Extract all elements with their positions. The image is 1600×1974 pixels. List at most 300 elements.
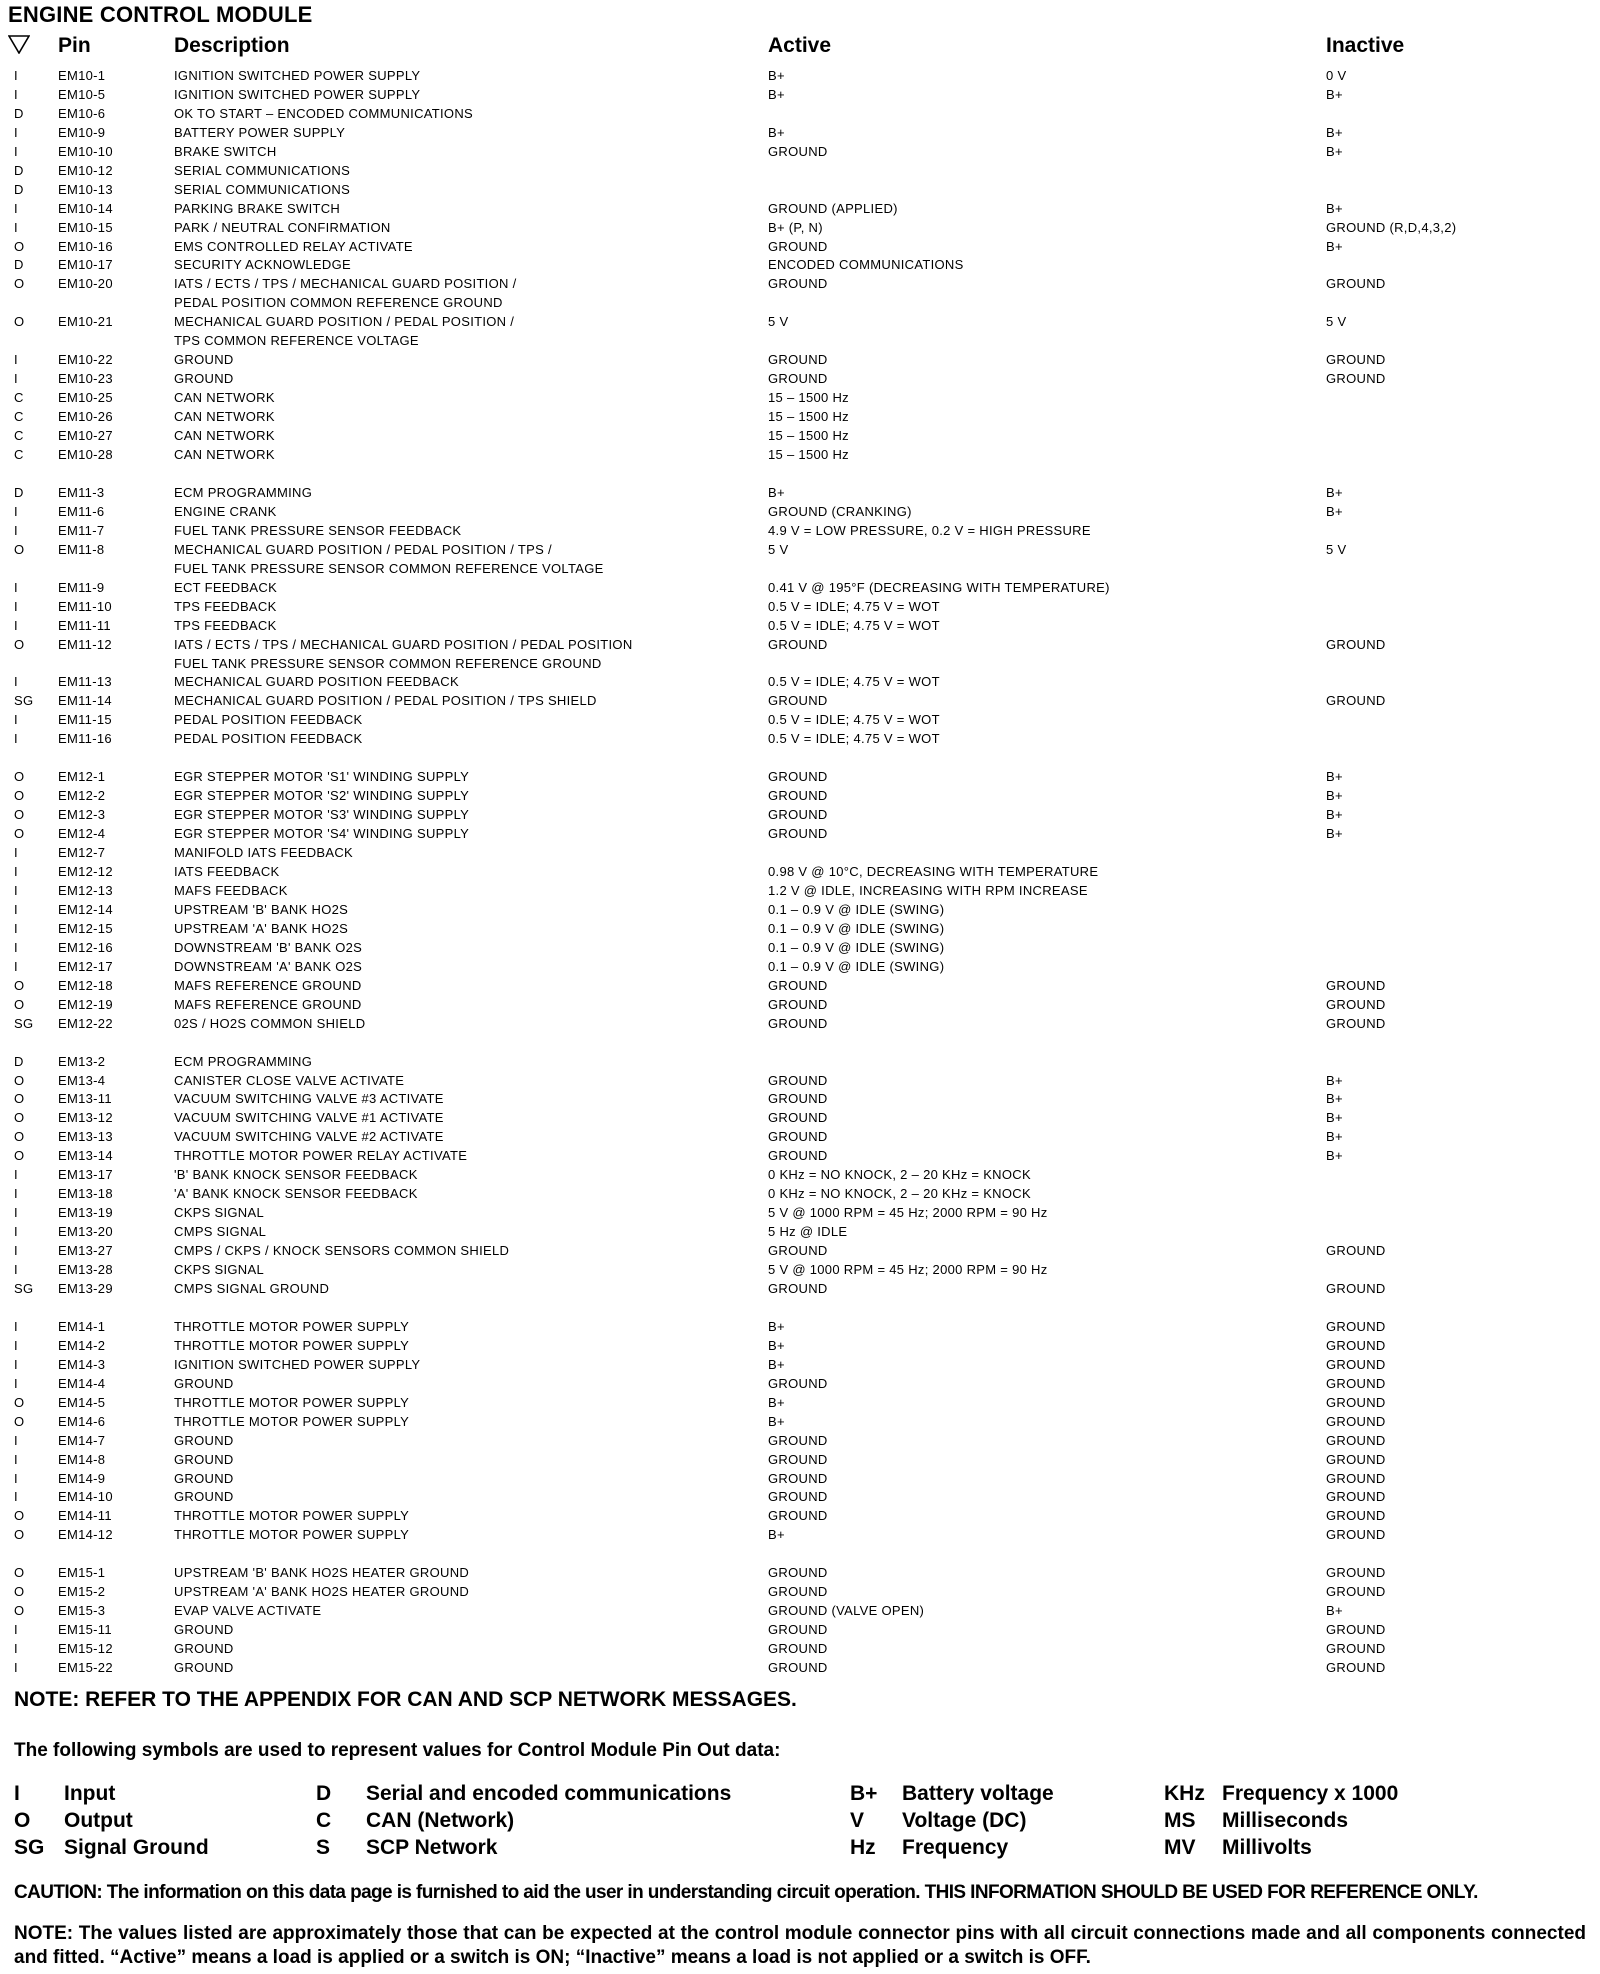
pin-description: GROUND	[174, 1641, 234, 1656]
pin-type: O	[14, 239, 25, 254]
table-row	[0, 1148, 1600, 1167]
pin-id: EM15-2	[58, 1584, 106, 1599]
active-value: GROUND (CRANKING)	[768, 504, 912, 519]
inactive-value: B+	[1326, 1129, 1343, 1144]
pin-description: VACUUM SWITCHING VALVE #3 ACTIVATE	[174, 1091, 444, 1106]
pin-description: CAN NETWORK	[174, 447, 275, 462]
table-row	[0, 1091, 1600, 1110]
pin-id: EM10-6	[58, 106, 106, 121]
active-value: 15 – 1500 Hz	[768, 409, 849, 424]
pin-description: EGR STEPPER MOTOR 'S2' WINDING SUPPLY	[174, 788, 470, 803]
active-value: 15 – 1500 Hz	[768, 447, 849, 462]
table-row	[0, 523, 1600, 542]
pin-description: MAFS REFERENCE GROUND	[174, 997, 362, 1012]
table-row	[0, 997, 1600, 1016]
active-value: GROUND	[768, 637, 828, 652]
pin-id: EM11-10	[58, 599, 112, 614]
pin-id: EM11-12	[58, 637, 112, 652]
pin-type: C	[14, 447, 24, 462]
header-description: Description	[174, 34, 290, 57]
pin-description: EGR STEPPER MOTOR 'S1' WINDING SUPPLY	[174, 769, 470, 784]
pin-type: I	[14, 1205, 18, 1220]
pin-type: I	[14, 1186, 18, 1201]
pin-type: I	[14, 201, 18, 216]
table-row	[0, 390, 1600, 409]
inactive-value: B+	[1326, 826, 1343, 841]
active-value: GROUND	[768, 788, 828, 803]
pin-id: EM12-17	[58, 959, 113, 974]
pin-id: EM11-9	[58, 580, 105, 595]
table-row	[0, 1186, 1600, 1205]
inactive-value: GROUND	[1326, 1357, 1386, 1372]
inactive-value: GROUND	[1326, 276, 1386, 291]
pin-type: O	[14, 769, 25, 784]
active-value: GROUND (VALVE OPEN)	[768, 1603, 925, 1618]
pin-type: O	[14, 997, 25, 1012]
pin-type: C	[14, 390, 24, 405]
pin-description: GROUND	[174, 1660, 234, 1675]
pin-description: CAN NETWORK	[174, 409, 275, 424]
pin-id: EM10-28	[58, 447, 113, 462]
pin-description: CMPS SIGNAL	[174, 1224, 267, 1239]
pin-id: EM13-17	[58, 1167, 113, 1182]
table-row	[0, 921, 1600, 940]
pin-description: MAFS REFERENCE GROUND	[174, 978, 362, 993]
inactive-value: B+	[1326, 144, 1343, 159]
pin-type: I	[14, 845, 18, 860]
pin-type: I	[14, 1338, 18, 1353]
table-row	[0, 68, 1600, 87]
legend-meaning: Serial and encoded communications	[366, 1782, 732, 1805]
appendix-note: NOTE: REFER TO THE APPENDIX FOR CAN AND SCP NETWORK MESSAGES.	[14, 1688, 797, 1711]
pin-type: O	[14, 1148, 25, 1163]
pin-type: I	[14, 1243, 18, 1258]
pin-type: O	[14, 978, 25, 993]
pin-type: I	[14, 1357, 18, 1372]
active-value: 0.5 V = IDLE; 4.75 V = WOT	[768, 674, 940, 689]
pin-type: O	[14, 1091, 25, 1106]
table-row	[0, 1489, 1600, 1508]
pin-id: EM11-6	[58, 504, 105, 519]
table-row	[0, 239, 1600, 258]
inactive-value: GROUND	[1326, 1660, 1386, 1675]
pin-type: O	[14, 826, 25, 841]
pin-description: IGNITION SWITCHED POWER SUPPLY	[174, 68, 421, 83]
pin-id: EM10-15	[58, 220, 113, 235]
pin-id: EM10-23	[58, 371, 113, 386]
pin-description: THROTTLE MOTOR POWER SUPPLY	[174, 1508, 410, 1523]
pin-id: EM10-21	[58, 314, 113, 329]
table-row	[0, 1565, 1600, 1584]
table-row	[0, 1281, 1600, 1300]
pin-id: EM12-7	[58, 845, 106, 860]
table-row	[0, 978, 1600, 997]
pin-description: IATS / ECTS / TPS / MECHANICAL GUARD POSITION / PEDAL POSITION	[174, 637, 633, 652]
active-value: 0.41 V @ 195°F (DECREASING WITH TEMPERATURE)	[768, 580, 1110, 595]
pin-type: SG	[14, 1281, 34, 1296]
table-row	[0, 1395, 1600, 1414]
table-row	[0, 1338, 1600, 1357]
pin-type: I	[14, 125, 18, 140]
inactive-value: GROUND	[1326, 1016, 1386, 1031]
legend-meaning: Signal Ground	[64, 1836, 209, 1859]
inactive-value: 0 V	[1326, 68, 1347, 83]
pin-type: I	[14, 87, 18, 102]
active-value: 15 – 1500 Hz	[768, 428, 849, 443]
pin-type: SG	[14, 693, 34, 708]
pin-description: THROTTLE MOTOR POWER SUPPLY	[174, 1338, 410, 1353]
pin-type: I	[14, 504, 18, 519]
pin-id: EM11-14	[58, 693, 112, 708]
legend-symbol: B+	[850, 1782, 878, 1805]
pin-description: CMPS SIGNAL GROUND	[174, 1281, 330, 1296]
table-row	[0, 1508, 1600, 1527]
pin-type: I	[14, 599, 18, 614]
active-value: GROUND	[768, 1243, 828, 1258]
table-row	[0, 201, 1600, 220]
inactive-value: B+	[1326, 1073, 1343, 1088]
table-row	[0, 371, 1600, 390]
pin-description: IGNITION SWITCHED POWER SUPPLY	[174, 87, 421, 102]
pin-id: EM13-11	[58, 1091, 112, 1106]
pin-description: PEDAL POSITION FEEDBACK	[174, 712, 363, 727]
pin-description: GROUND	[174, 352, 234, 367]
active-value: GROUND	[768, 1016, 828, 1031]
active-value: B+	[768, 485, 785, 500]
pin-id: EM15-11	[58, 1622, 112, 1637]
active-value: B+ (P, N)	[768, 220, 823, 235]
pin-id: EM14-10	[58, 1489, 113, 1504]
inactive-value: GROUND	[1326, 1584, 1386, 1599]
pin-id: EM14-12	[58, 1527, 113, 1542]
pin-id: EM15-22	[58, 1660, 113, 1675]
pin-description: MECHANICAL GUARD POSITION / PEDAL POSITION / TPS /	[174, 542, 552, 557]
active-value: B+	[768, 1357, 785, 1372]
pin-description: CANISTER CLOSE VALVE ACTIVATE	[174, 1073, 405, 1088]
pin-description: THROTTLE MOTOR POWER SUPPLY	[174, 1527, 410, 1542]
active-value: GROUND	[768, 1073, 828, 1088]
pin-type: I	[14, 731, 18, 746]
inactive-value: B+	[1326, 87, 1343, 102]
pin-type: I	[14, 1224, 18, 1239]
pin-type: C	[14, 409, 24, 424]
active-value: 0.1 – 0.9 V @ IDLE (SWING)	[768, 959, 945, 974]
pin-type: I	[14, 523, 18, 538]
pin-description: IATS FEEDBACK	[174, 864, 280, 879]
legend-symbol: KHz	[1164, 1782, 1205, 1805]
pin-id: EM11-3	[58, 485, 105, 500]
pin-type: I	[14, 1167, 18, 1182]
pin-type: D	[14, 163, 24, 178]
legend-symbol: MV	[1164, 1836, 1196, 1859]
pin-description: EGR STEPPER MOTOR 'S3' WINDING SUPPLY	[174, 807, 470, 822]
active-value: GROUND	[768, 693, 828, 708]
pin-description: CAN NETWORK	[174, 428, 275, 443]
pin-id: EM11-13	[58, 674, 112, 689]
inactive-value: B+	[1326, 125, 1343, 140]
inactive-value: B+	[1326, 485, 1343, 500]
pin-type: O	[14, 314, 25, 329]
table-row	[0, 883, 1600, 902]
table-row	[0, 1319, 1600, 1338]
pin-id: EM10-13	[58, 182, 113, 197]
pin-type: I	[14, 902, 18, 917]
pin-id: EM13-29	[58, 1281, 113, 1296]
active-value: B+	[768, 68, 785, 83]
pin-description: CAN NETWORK	[174, 390, 275, 405]
pin-id: EM11-16	[58, 731, 112, 746]
active-value: GROUND	[768, 1110, 828, 1125]
pin-type: I	[14, 674, 18, 689]
pin-type: O	[14, 1527, 25, 1542]
pin-id: EM14-6	[58, 1414, 106, 1429]
active-value: 0.1 – 0.9 V @ IDLE (SWING)	[768, 921, 945, 936]
pin-description: EVAP VALVE ACTIVATE	[174, 1603, 322, 1618]
pin-type: I	[14, 940, 18, 955]
pin-type: D	[14, 485, 24, 500]
inactive-value: GROUND	[1326, 1565, 1386, 1580]
pin-description: FUEL TANK PRESSURE SENSOR COMMON REFERENCE VOLTAGE	[174, 561, 604, 576]
pin-id: EM10-27	[58, 428, 113, 443]
pin-id: EM12-22	[58, 1016, 113, 1031]
active-value: B+	[768, 1527, 785, 1542]
pin-id: EM12-16	[58, 940, 113, 955]
inactive-value: GROUND	[1326, 1414, 1386, 1429]
pin-id: EM15-12	[58, 1641, 113, 1656]
pin-description: UPSTREAM 'B' BANK HO2S HEATER GROUND	[174, 1565, 470, 1580]
pin-type: O	[14, 1414, 25, 1429]
pin-type: I	[14, 1489, 18, 1504]
pin-description: OK TO START – ENCODED COMMUNICATIONS	[174, 106, 474, 121]
inactive-value: GROUND	[1326, 1527, 1386, 1542]
table-row	[0, 1262, 1600, 1281]
pin-description: FUEL TANK PRESSURE SENSOR FEEDBACK	[174, 523, 462, 538]
pin-id: EM10-20	[58, 276, 113, 291]
table-row	[0, 674, 1600, 693]
active-value: 5 Hz @ IDLE	[768, 1224, 848, 1239]
pin-type: O	[14, 807, 25, 822]
table-row	[0, 1167, 1600, 1186]
pin-type: D	[14, 257, 24, 272]
pin-id: EM12-12	[58, 864, 113, 879]
table-row	[0, 618, 1600, 637]
table-row	[0, 1016, 1600, 1035]
table-row	[0, 940, 1600, 959]
pin-description: GROUND	[174, 1433, 234, 1448]
pin-type: I	[14, 1319, 18, 1334]
table-row	[0, 1376, 1600, 1395]
pin-type: I	[14, 580, 18, 595]
inactive-value: GROUND	[1326, 371, 1386, 386]
table-row	[0, 1205, 1600, 1224]
pin-description: VACUUM SWITCHING VALVE #1 ACTIVATE	[174, 1110, 444, 1125]
table-row	[0, 1433, 1600, 1452]
table-row	[0, 276, 1600, 295]
inactive-value: GROUND	[1326, 1376, 1386, 1391]
legend-meaning: Milliseconds	[1222, 1809, 1349, 1832]
table-row	[0, 257, 1600, 276]
inactive-value: B+	[1326, 807, 1343, 822]
inactive-value: GROUND	[1326, 978, 1386, 993]
inactive-value: GROUND	[1326, 1243, 1386, 1258]
table-row	[0, 542, 1600, 561]
legend-meaning: Voltage (DC)	[902, 1809, 1027, 1832]
table-row	[0, 1471, 1600, 1490]
table-row	[0, 182, 1600, 201]
table-row	[0, 580, 1600, 599]
inactive-value: GROUND (R,D,4,3,2)	[1326, 220, 1457, 235]
active-value: 0 KHz = NO KNOCK, 2 – 20 KHz = KNOCK	[768, 1186, 1031, 1201]
inactive-value: GROUND	[1326, 1641, 1386, 1656]
legend-meaning: SCP Network	[366, 1836, 498, 1859]
pin-type: I	[14, 1660, 18, 1675]
pin-type: O	[14, 1584, 25, 1599]
pin-id: EM12-4	[58, 826, 106, 841]
pin-description: GROUND	[174, 1452, 234, 1467]
pin-type: O	[14, 1395, 25, 1410]
pin-id: EM14-5	[58, 1395, 106, 1410]
table-row	[0, 1641, 1600, 1660]
legend-meaning: CAN (Network)	[366, 1809, 515, 1832]
pin-description: VACUUM SWITCHING VALVE #2 ACTIVATE	[174, 1129, 444, 1144]
pin-description: TPS FEEDBACK	[174, 599, 277, 614]
inactive-value: GROUND	[1326, 1452, 1386, 1467]
table-row	[0, 163, 1600, 182]
active-value: GROUND	[768, 769, 828, 784]
pin-id: EM12-18	[58, 978, 113, 993]
table-row	[0, 1584, 1600, 1603]
table-row	[0, 599, 1600, 618]
legend-symbol: C	[316, 1809, 332, 1832]
active-value: GROUND	[768, 807, 828, 822]
table-row	[0, 314, 1600, 333]
table-row	[0, 295, 1600, 314]
pin-description: CMPS / CKPS / KNOCK SENSORS COMMON SHIELD	[174, 1243, 510, 1258]
active-value: GROUND	[768, 1129, 828, 1144]
inactive-value: 5 V	[1326, 542, 1347, 557]
pin-type: O	[14, 1565, 25, 1580]
table-row	[0, 1527, 1600, 1546]
active-value: 0.1 – 0.9 V @ IDLE (SWING)	[768, 940, 945, 955]
active-value: GROUND	[768, 1565, 828, 1580]
table-row	[0, 1622, 1600, 1641]
pin-id: EM10-5	[58, 87, 106, 102]
pin-description: SERIAL COMMUNICATIONS	[174, 182, 351, 197]
active-value: GROUND (APPLIED)	[768, 201, 898, 216]
pin-type: D	[14, 1054, 24, 1069]
pin-description: ECM PROGRAMMING	[174, 485, 313, 500]
active-value: B+	[768, 1414, 785, 1429]
pin-id: EM14-4	[58, 1376, 106, 1391]
pin-id: EM13-20	[58, 1224, 113, 1239]
pin-type: I	[14, 618, 18, 633]
legend-symbol: D	[316, 1782, 332, 1805]
active-value: GROUND	[768, 997, 828, 1012]
pin-type: I	[14, 144, 18, 159]
pin-description: UPSTREAM 'A' BANK HO2S HEATER GROUND	[174, 1584, 470, 1599]
table-row	[0, 447, 1600, 466]
pin-description: GROUND	[174, 1489, 234, 1504]
pin-type: O	[14, 542, 25, 557]
pin-id: EM10-25	[58, 390, 113, 405]
inactive-value: B+	[1326, 788, 1343, 803]
pin-id: EM10-9	[58, 125, 106, 140]
table-row	[0, 333, 1600, 352]
active-value: B+	[768, 1319, 785, 1334]
active-value: 0 KHz = NO KNOCK, 2 – 20 KHz = KNOCK	[768, 1167, 1031, 1182]
active-value: 4.9 V = LOW PRESSURE, 0.2 V = HIGH PRESSURE	[768, 523, 1091, 538]
header-pin: Pin	[58, 34, 91, 57]
table-row	[0, 826, 1600, 845]
table-row	[0, 902, 1600, 921]
pin-description: THROTTLE MOTOR POWER RELAY ACTIVATE	[174, 1148, 468, 1163]
table-row	[0, 1129, 1600, 1148]
table-row	[0, 1452, 1600, 1471]
pin-type: O	[14, 788, 25, 803]
pin-description: THROTTLE MOTOR POWER SUPPLY	[174, 1395, 410, 1410]
pin-type: I	[14, 220, 18, 235]
pin-description: IGNITION SWITCHED POWER SUPPLY	[174, 1357, 421, 1372]
legend-symbol: V	[850, 1809, 865, 1832]
pin-description: SERIAL COMMUNICATIONS	[174, 163, 351, 178]
table-row	[0, 106, 1600, 125]
active-value: GROUND	[768, 1508, 828, 1523]
pin-description: PEDAL POSITION COMMON REFERENCE GROUND	[174, 295, 503, 310]
table-row	[0, 125, 1600, 144]
active-value: 0.5 V = IDLE; 4.75 V = WOT	[768, 731, 940, 746]
inactive-value: GROUND	[1326, 1508, 1386, 1523]
inactive-value: GROUND	[1326, 1433, 1386, 1448]
pin-id: EM10-22	[58, 352, 113, 367]
pin-type: I	[14, 352, 18, 367]
active-value: B+	[768, 125, 785, 140]
inactive-value: GROUND	[1326, 1281, 1386, 1296]
legend-meaning: Input	[64, 1782, 116, 1805]
active-value: 0.1 – 0.9 V @ IDLE (SWING)	[768, 902, 945, 917]
pin-id: EM14-1	[58, 1319, 106, 1334]
table-row	[0, 693, 1600, 712]
active-value: GROUND	[768, 1622, 828, 1637]
pin-description: MECHANICAL GUARD POSITION / PEDAL POSITION / TPS SHIELD	[174, 693, 597, 708]
pin-type: I	[14, 1376, 18, 1391]
pin-id: EM10-26	[58, 409, 113, 424]
active-value: GROUND	[768, 1376, 828, 1391]
pin-description: CKPS SIGNAL	[174, 1205, 264, 1220]
pin-description: MAFS FEEDBACK	[174, 883, 288, 898]
active-value: GROUND	[768, 1148, 828, 1163]
legend-meaning: Frequency x 1000	[1222, 1782, 1399, 1805]
pin-id: EM14-11	[58, 1508, 112, 1523]
active-value: GROUND	[768, 1471, 828, 1486]
inactive-value: GROUND	[1326, 637, 1386, 652]
table-row	[0, 485, 1600, 504]
pin-id: EM13-4	[58, 1073, 106, 1088]
pin-id: EM13-12	[58, 1110, 113, 1125]
pin-id: EM13-28	[58, 1262, 113, 1277]
pin-id: EM11-11	[58, 618, 111, 633]
table-row	[0, 220, 1600, 239]
pin-id: EM13-14	[58, 1148, 113, 1163]
pin-type: SG	[14, 1016, 34, 1031]
pin-type: I	[14, 921, 18, 936]
table-row	[0, 1054, 1600, 1073]
active-value: GROUND	[768, 1489, 828, 1504]
active-value: 5 V	[768, 542, 789, 557]
values-note: NOTE: The values listed are approximately those that can be expected at the control module connector pins with all circuit connections made and all components connected and fitted. “Active” means a load is applied or a switch is ON; “Inactive” means a load is not applied or a switch is OFF.	[14, 1923, 1586, 1968]
pin-id: EM12-13	[58, 883, 113, 898]
pin-description: GROUND	[174, 1376, 234, 1391]
pin-description: MANIFOLD IATS FEEDBACK	[174, 845, 353, 860]
